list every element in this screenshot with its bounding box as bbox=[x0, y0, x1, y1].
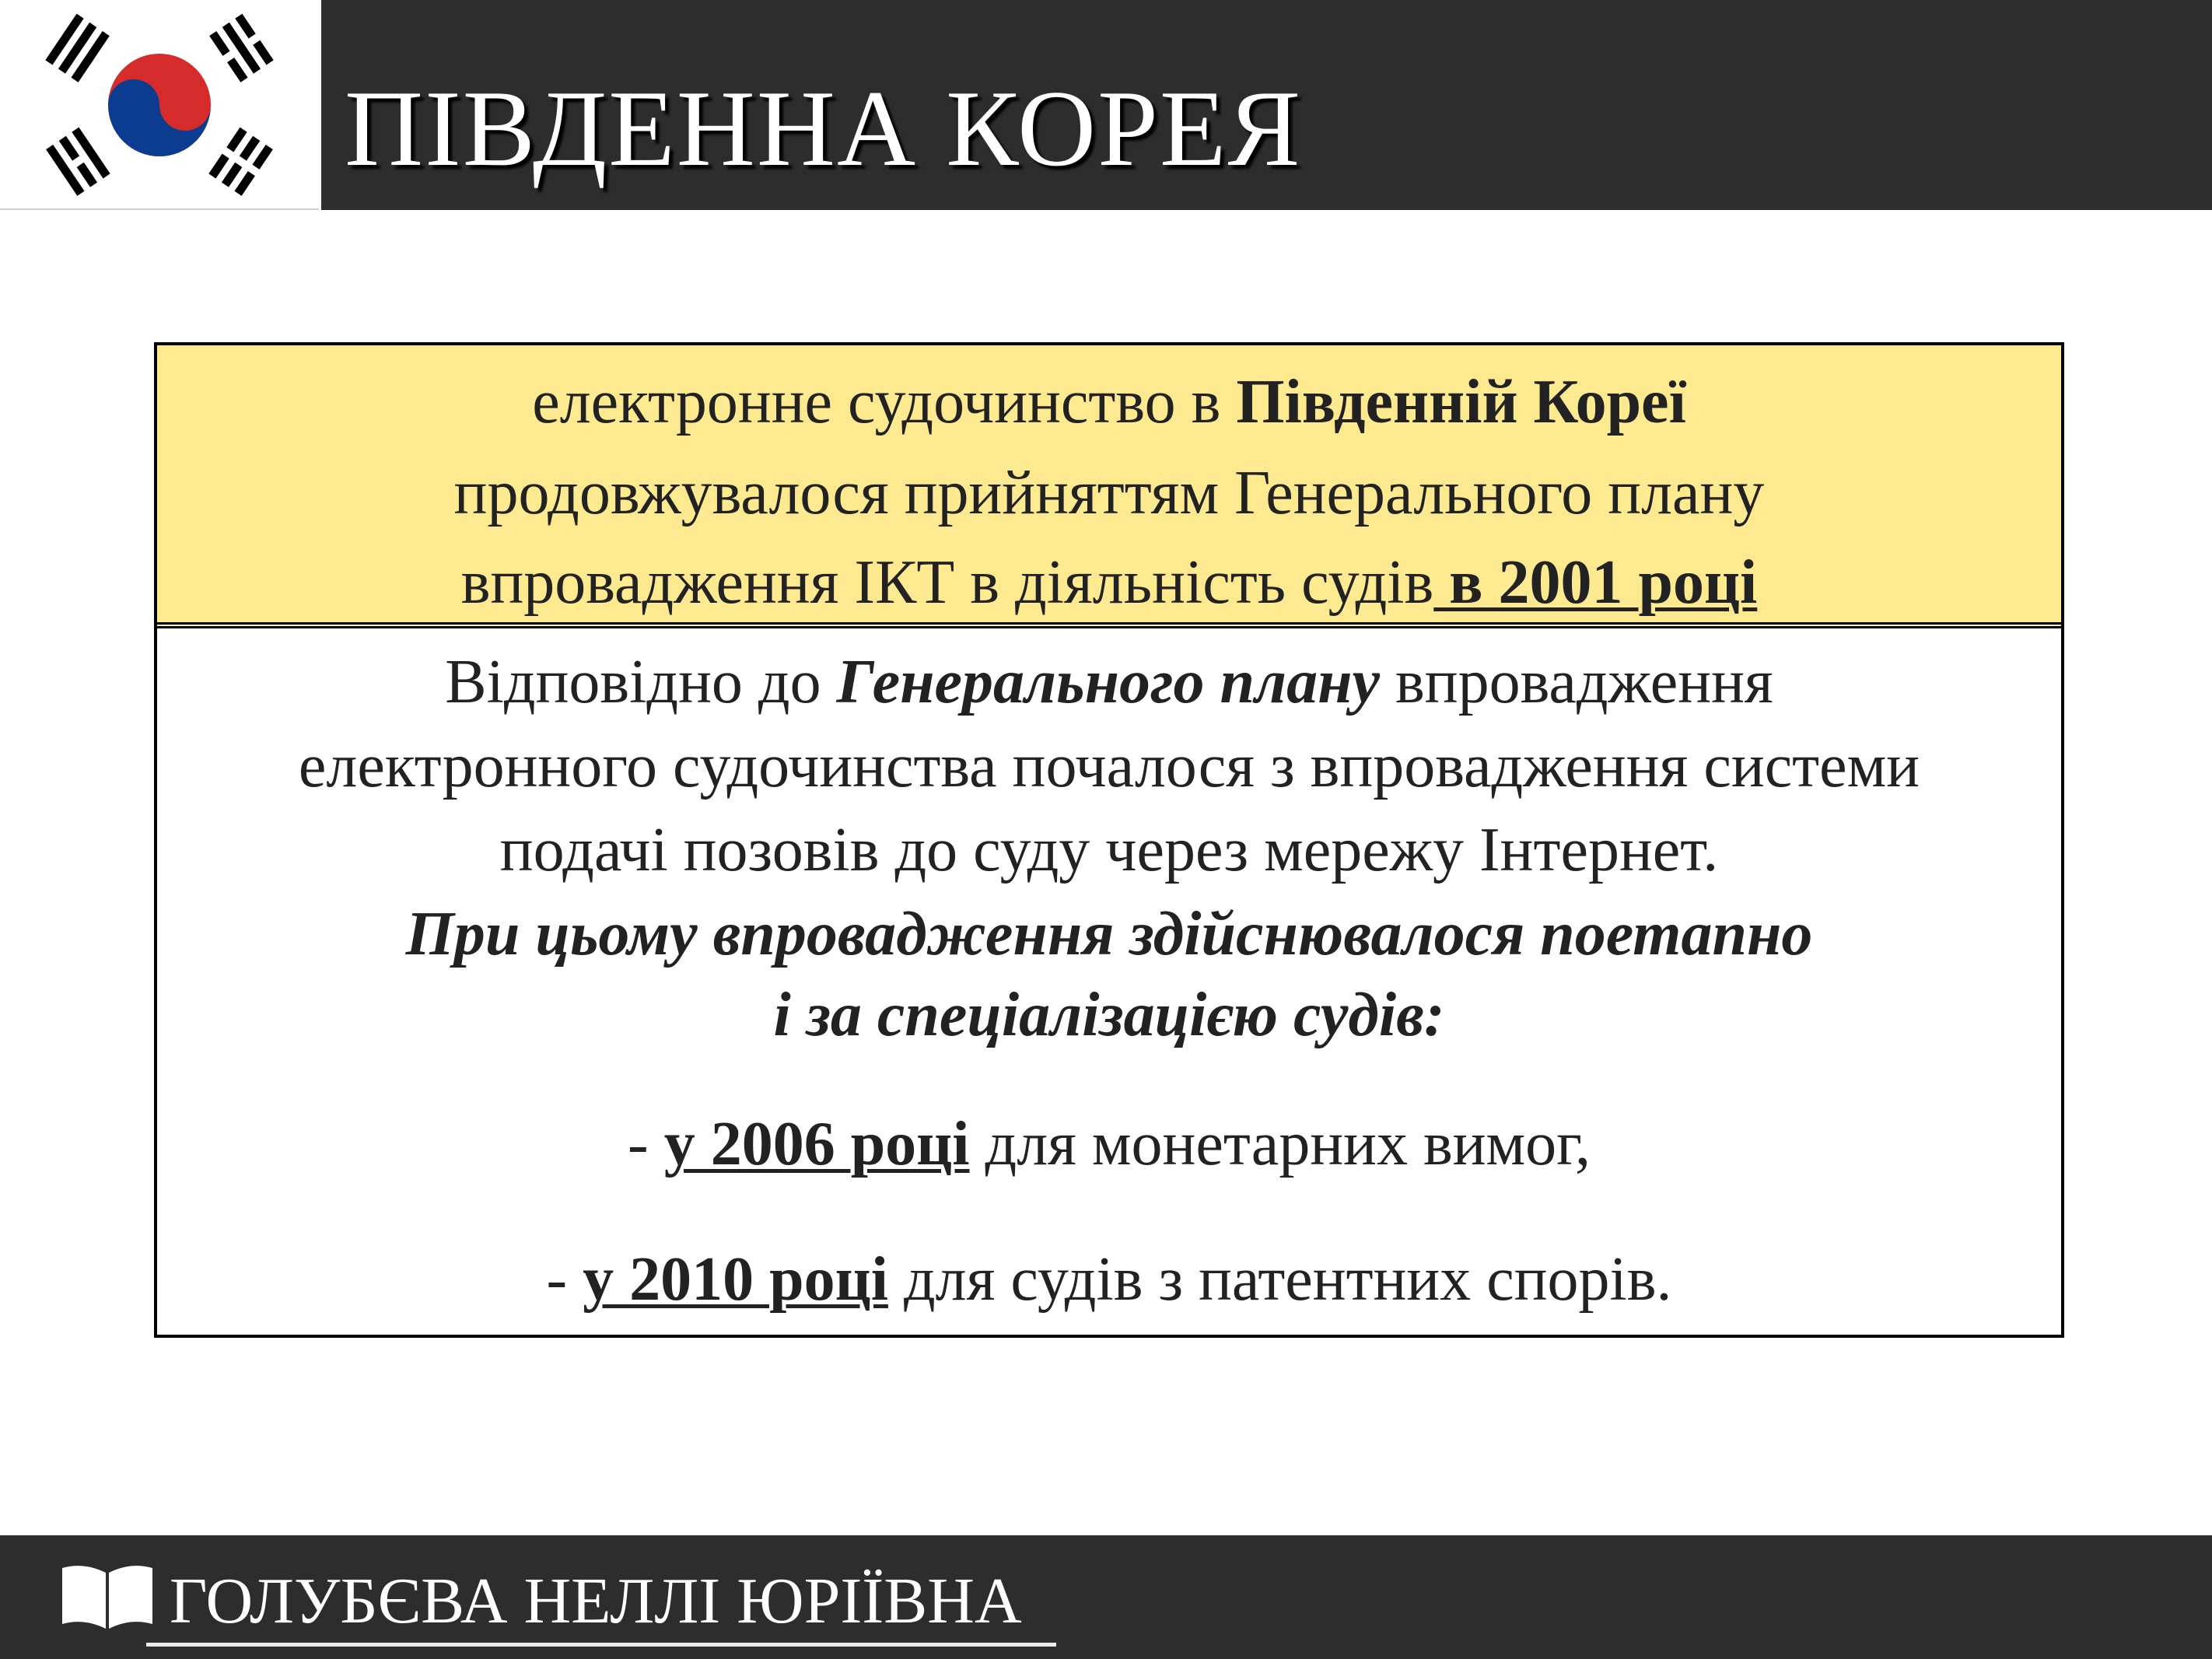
title-bar bbox=[321, 0, 2212, 210]
details-line-1-end: впровадження bbox=[1380, 648, 1773, 716]
details-line-1 bbox=[157, 647, 2061, 717]
summary-line-1-text: електронне судочинство в bbox=[532, 368, 1237, 436]
list-item-dash: - bbox=[546, 1245, 583, 1314]
south-korea-flag-icon bbox=[31, 8, 288, 202]
page-title: ПІВДЕННА КОРЕЯ bbox=[345, 68, 1302, 189]
summary-country: Південній Кореї bbox=[1236, 368, 1686, 436]
list-item-dash: - bbox=[628, 1110, 664, 1178]
summary-line-3-text: впровадження ІКТ в діяльність судів bbox=[460, 548, 1434, 617]
content-box bbox=[154, 342, 2064, 1338]
details-plan: Генерального плану bbox=[836, 648, 1381, 716]
summary-section bbox=[157, 345, 2061, 628]
flag-container bbox=[0, 0, 319, 210]
details-line-3: подачі позовів до суду через мережу Інтернет. bbox=[499, 816, 1719, 884]
list-item-year: у 2010 році bbox=[583, 1245, 888, 1314]
list-item-text: для монетарних вимог, bbox=[969, 1110, 1591, 1178]
open-book-icon bbox=[61, 1563, 154, 1630]
summary-line-3 bbox=[157, 548, 2061, 618]
footer-underline bbox=[146, 1643, 1056, 1647]
summary-year: в 2001 році bbox=[1433, 548, 1758, 617]
list-item-year: у 2006 році bbox=[663, 1110, 970, 1178]
details-line-2: електронного судочинства почалося з впровадження системи bbox=[298, 732, 1920, 800]
summary-line-2: продовжувалося прийняттям Генерального плану bbox=[453, 459, 1765, 527]
list-item-text: для судів з патентних спорів. bbox=[887, 1245, 1672, 1314]
details-line-4: При цьому впровадження здійснювалося поетапно bbox=[405, 900, 1813, 968]
list-item bbox=[157, 1244, 2061, 1314]
author-name: ГОЛУБЄВА НЕЛЛІ ЮРІЇВНА bbox=[170, 1565, 1022, 1637]
list-item bbox=[157, 1109, 2061, 1179]
details-line-1-start: Відповідно до bbox=[445, 648, 837, 716]
details-line-5: і за спеціалізацією судів: bbox=[773, 981, 1445, 1049]
footer-bar bbox=[0, 1535, 2212, 1659]
summary-line-1 bbox=[157, 367, 2061, 437]
